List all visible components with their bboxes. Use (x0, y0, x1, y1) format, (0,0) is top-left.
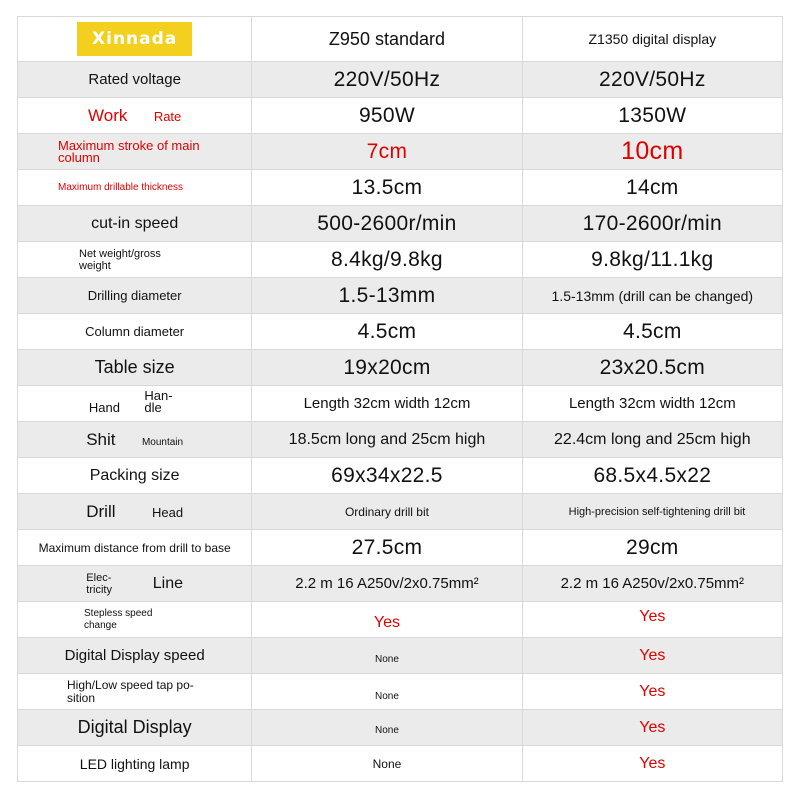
row-value-a: None (252, 746, 522, 782)
table-row (18, 386, 783, 422)
table-row (18, 350, 783, 386)
row-label: Maximum stroke of main column (18, 134, 252, 170)
table-row (18, 638, 783, 674)
row-value-a: Ordinary drill bit (252, 494, 522, 530)
table-row (18, 566, 783, 602)
row-label-part1: Shit (86, 429, 116, 449)
row-value-b: 1.5-13mm (drill can be changed) (522, 278, 782, 314)
row-label (18, 98, 252, 134)
row-label (18, 494, 252, 530)
row-value-b: 14cm (522, 170, 782, 206)
table-row (18, 170, 783, 206)
header-model-a: Z950 standard (252, 17, 522, 62)
row-label-part2: Han-dle (144, 388, 173, 415)
table-row (18, 422, 783, 458)
row-label-part1: Work (88, 105, 128, 125)
table-row (18, 746, 783, 782)
row-label: High/Low speed tap po-sition (18, 674, 252, 710)
table-row (18, 602, 783, 638)
table-row (18, 710, 783, 746)
row-label-part1: Hand (88, 400, 120, 415)
row-label: Table size (18, 350, 252, 386)
table-row (18, 278, 783, 314)
row-label (18, 566, 252, 602)
row-label-part1: Elec-tricity (86, 571, 112, 596)
row-value-a: 69x34x22.5 (252, 458, 522, 494)
row-value-a: 18.5cm long and 25cm high (252, 422, 522, 458)
row-value-a: 7cm (252, 134, 522, 170)
row-label: Digital Display (18, 710, 252, 746)
row-label: LED lighting lamp (18, 746, 252, 782)
table-row (18, 98, 783, 134)
row-label (18, 386, 252, 422)
row-value-a: 19x20cm (252, 350, 522, 386)
row-value-b: Length 32cm width 12cm (522, 386, 782, 422)
row-value-b: 10cm (522, 134, 782, 170)
table-row (18, 674, 783, 710)
row-value-b: 68.5x4.5x22 (522, 458, 782, 494)
row-value-b: Yes (522, 710, 782, 746)
row-value-a: Length 32cm width 12cm (252, 386, 522, 422)
spec-comparison-table (17, 16, 783, 782)
row-value-a: 1.5-13mm (252, 278, 522, 314)
row-value-a: 500-2600r/min (252, 206, 522, 242)
row-value-a: None (252, 674, 522, 710)
row-value-b: 170-2600r/min (522, 206, 782, 242)
row-value-b: 29cm (522, 530, 782, 566)
row-label: cut-in speed (18, 206, 252, 242)
row-label: Maximum drillable thickness (18, 170, 252, 206)
row-label-part2: Rate (153, 108, 182, 124)
row-label: Maximum distance from drill to base (18, 530, 252, 566)
row-value-a: 27.5cm (252, 530, 522, 566)
row-value-a: 220V/50Hz (252, 62, 522, 98)
row-label: Drilling diameter (18, 278, 252, 314)
row-value-b: High-precision self-tightening drill bit (522, 494, 782, 530)
row-value-a: None (252, 638, 522, 674)
table-row (18, 242, 783, 278)
row-value-a: 4.5cm (252, 314, 522, 350)
table-row (18, 134, 783, 170)
row-value-b: 22.4cm long and 25cm high (522, 422, 782, 458)
row-value-b: 220V/50Hz (522, 62, 782, 98)
row-value-b: Yes (522, 746, 782, 782)
row-value-b: 4.5cm (522, 314, 782, 350)
table-row (18, 458, 783, 494)
row-value-b: Yes (522, 638, 782, 674)
table-row (18, 314, 783, 350)
row-value-a: 13.5cm (252, 170, 522, 206)
row-label: Net weight/gross weight (18, 242, 252, 278)
row-label (18, 422, 252, 458)
row-value-b: 1350W (522, 98, 782, 134)
row-label: Rated voltage (18, 62, 252, 98)
row-label-part2: Mountain (141, 436, 184, 448)
row-value-a: 2.2 m 16 A250v/2x0.75mm² (252, 566, 522, 602)
row-label-part1: Drill (86, 501, 116, 521)
row-label: Digital Display speed (18, 638, 252, 674)
brand-logo: Xinnada (77, 22, 192, 56)
row-value-b: Yes (522, 602, 782, 638)
row-value-a: Yes (252, 602, 522, 638)
row-value-a: 950W (252, 98, 522, 134)
row-label: Column diameter (18, 314, 252, 350)
row-label: Packing size (18, 458, 252, 494)
row-value-a: None (252, 710, 522, 746)
table-row (18, 62, 783, 98)
row-value-a: 8.4kg/9.8kg (252, 242, 522, 278)
row-value-b: 23x20.5cm (522, 350, 782, 386)
row-label: Stepless speed change (18, 602, 252, 638)
brand-cell (18, 17, 252, 62)
row-value-b: Yes (522, 674, 782, 710)
table-row (18, 206, 783, 242)
table-row (18, 530, 783, 566)
header-model-b: Z1350 digital display (522, 17, 782, 62)
row-label-part2: Head (151, 504, 184, 520)
row-label-part2: Line (152, 574, 183, 592)
row-value-b: 2.2 m 16 A250v/2x0.75mm² (522, 566, 782, 602)
header-row (18, 17, 783, 62)
table-row (18, 494, 783, 530)
row-value-b: 9.8kg/11.1kg (522, 242, 782, 278)
